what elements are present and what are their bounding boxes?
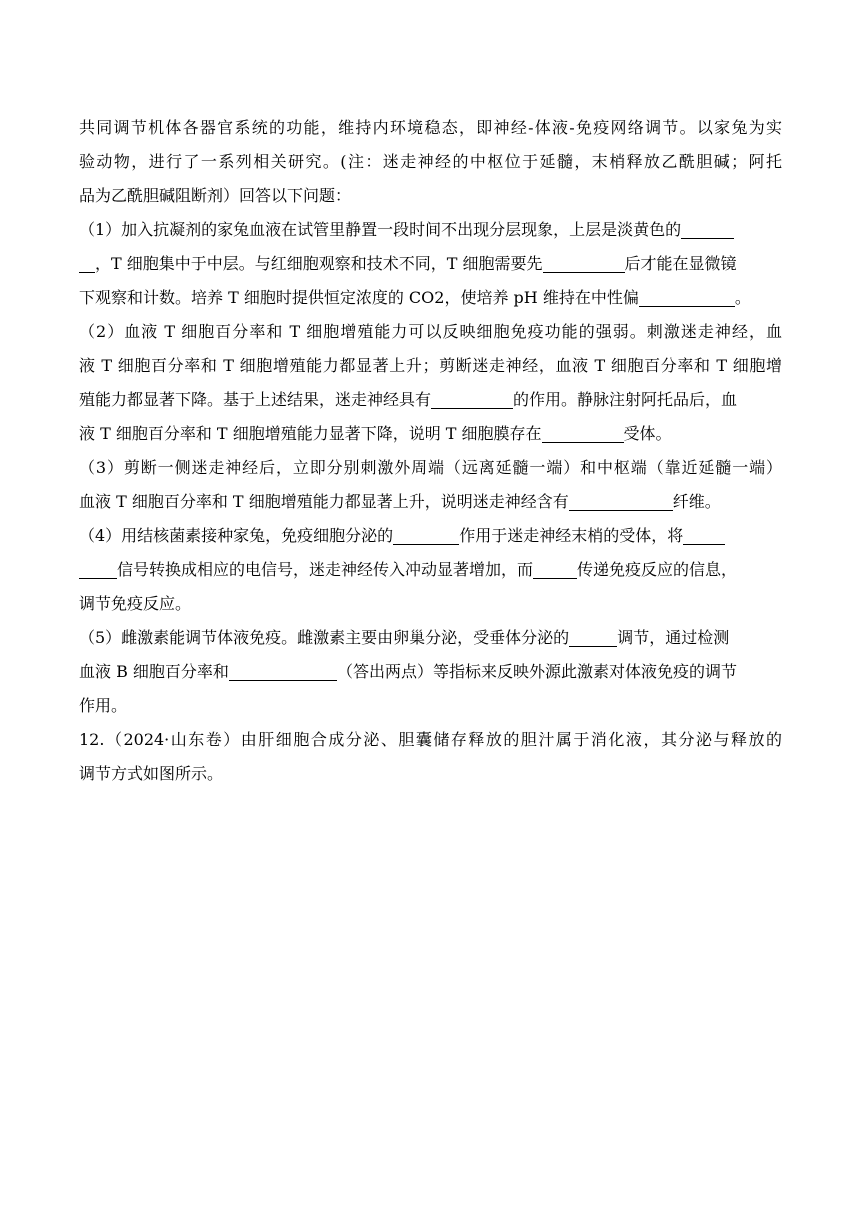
answer-blank[interactable]: [393, 522, 459, 545]
answer-blank[interactable]: [569, 624, 617, 647]
q2-line-3: 殖能力都显著下降。基于上述结果，迷走神经具有 的作用。静脉注射阿托品后，血: [79, 383, 782, 417]
q4-line-3: 调节免疫反应。: [79, 594, 192, 613]
q5-line-2: 血液 B 细胞百分率和 （答出两点）等指标来反映外源此激素对体液免疫的调节: [79, 655, 782, 689]
q1-line-2: ，T 细胞集中于中层。与红细胞观察和技术不同，T 细胞需要先 后才能在显微镜: [79, 247, 782, 281]
q1-line-1: （1）加入抗凝剂的家兔血液在试管里静置一段时间不出现分层现象，上层是淡黄色的: [79, 213, 782, 247]
answer-blank[interactable]: [533, 556, 577, 579]
q5-line-1: （5）雌激素能调节体液免疫。雌激素主要由卵巢分泌，受垂体分泌的 调节，通过检测: [79, 621, 782, 655]
answer-blank[interactable]: [79, 556, 117, 579]
answer-blank[interactable]: [542, 420, 624, 443]
intro-line-1: 共同调节机体各器官系统的功能，维持内环境稳态，即神经-体液-免疫网络调节。以家兔为实: [79, 118, 782, 137]
q4-line-1: （4）用结核菌素接种家兔，免疫细胞分泌的 作用于迷走神经末梢的受体，将: [79, 519, 782, 553]
q1-line-3: 下观察和计数。培养 T 细胞时提供恒定浓度的 CO2，使培养 pH 维持在中性偏 。: [79, 281, 782, 315]
answer-blank[interactable]: [431, 386, 513, 409]
q3-line-2: 血液 T 细胞百分率和 T 细胞增殖能力都显著上升，说明迷走神经含有 纤维。: [79, 485, 782, 519]
q3-line-1: （3）剪断一侧迷走神经后，立即分别刺激外周端（远离延髓一端）和中枢端（靠近延髓一端）: [79, 458, 782, 477]
answer-blank[interactable]: [543, 250, 625, 273]
q5-line-3: 作用。: [79, 696, 128, 715]
q2-line-1: （2）血液 T 细胞百分率和 T 细胞增殖能力可以反映细胞免疫功能的强弱。刺激迷走神经，血: [79, 322, 782, 341]
intro-line-3: 品为乙酰胆碱阻断剂）回答以下问题：: [79, 186, 352, 205]
answer-blank[interactable]: [569, 488, 673, 511]
q12-line-1: 12.（2024·山东卷）由肝细胞合成分泌、胆囊储存释放的胆汁属于消化液，其分泌与释放的: [79, 730, 782, 749]
answer-blank[interactable]: [79, 250, 95, 273]
intro-line-2: 验动物，进行了一系列相关研究。(注：迷走神经的中枢位于延髓，末梢释放乙酰胆碱；阿托: [79, 152, 782, 171]
q2-line-4: 液 T 细胞百分率和 T 细胞增殖能力显著下降，说明 T 细胞膜存在 受体。: [79, 417, 782, 451]
q12-line-2: 调节方式如图所示。: [79, 764, 224, 783]
answer-blank[interactable]: [681, 216, 734, 239]
q4-line-2: 信号转换成相应的电信号，迷走神经传入冲动显著增加，而 传递免疫反应的信息，: [79, 553, 782, 587]
answer-blank[interactable]: [229, 658, 337, 681]
answer-blank[interactable]: [639, 284, 735, 307]
answer-blank[interactable]: [683, 522, 725, 545]
q2-line-2: 液 T 细胞百分率和 T 细胞增殖能力都显著上升；剪断迷走神经，血液 T 细胞百分率和 T 细胞增: [79, 356, 782, 375]
